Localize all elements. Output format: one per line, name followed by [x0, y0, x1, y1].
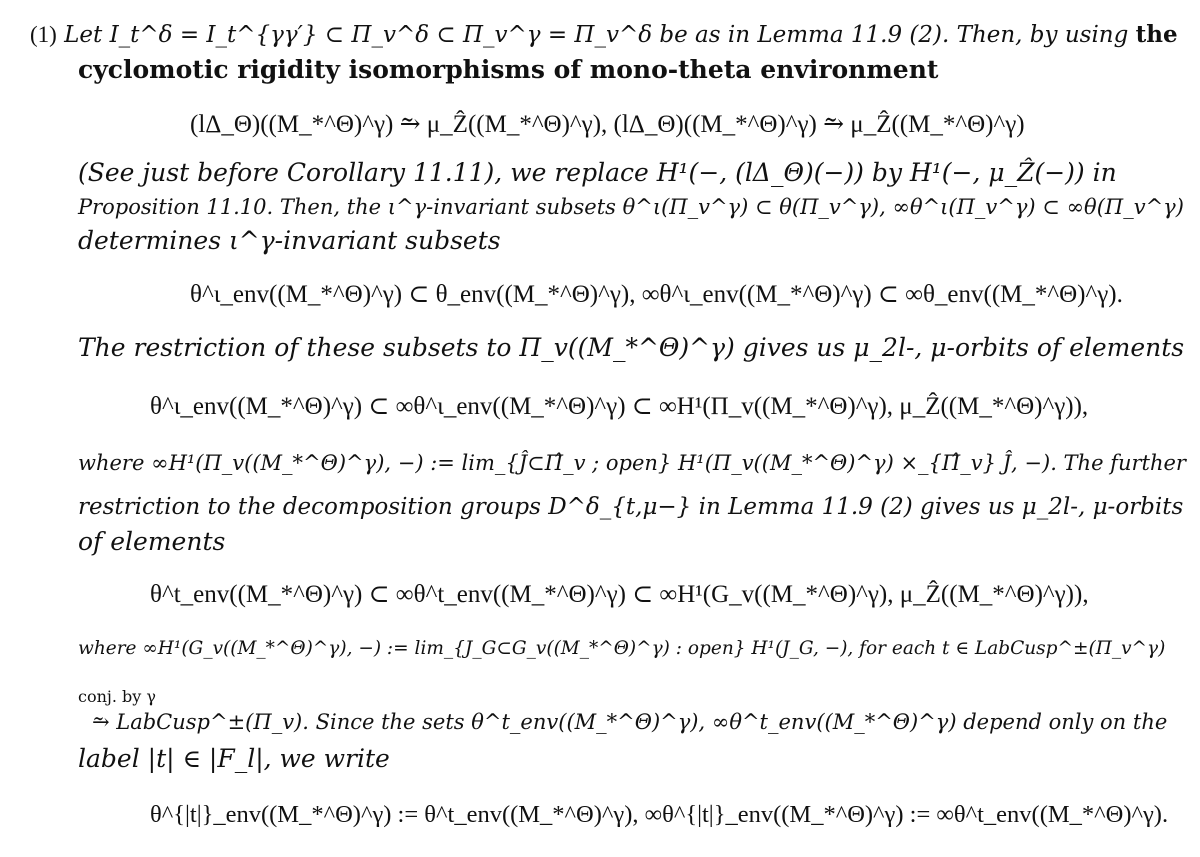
text-line: determines ι^γ-invariant subsets: [78, 226, 501, 255]
text-line: The restriction of these subsets to Π_v((M_*^Θ)^γ) gives us μ_2l-, μ-orbits of elements: [78, 333, 1185, 362]
text-line: restriction to the decomposition groups D^δ_{t,μ−} in Lemma 11.9 (2) gives us μ_2l-, μ-orbits: [78, 494, 1184, 520]
text-line: where ∞H¹(G_v((M_*^Θ)^γ), −) := lim_{J_G⊂G_v((M_*^Θ)^γ) : open} H¹(J_G, −), for each t ∈ LabCusp^±(Π_v^γ): [78, 638, 1166, 659]
item-number: (1): [30, 22, 57, 47]
text-line: (See just before Corollary 11.11), we replace H¹(−, (lΔ_Θ)(−)) by H¹(−, μ_Ẑ(−)) in: [78, 158, 1117, 187]
equation-5: θ^{|t|}_env((M_*^Θ)^γ) := θ^t_env((M_*^Θ)^γ), ∞θ^{|t|}_env((M_*^Θ)^γ) := ∞θ^t_env((M_*^Θ)^γ).: [150, 801, 1169, 828]
equation-3: θ^ι_env((M_*^Θ)^γ) ⊂ ∞θ^ι_env((M_*^Θ)^γ) ⊂ ∞H¹(Π_v((M_*^Θ)^γ), μ_Ẑ((M_*^Θ)^γ)),: [150, 393, 1089, 420]
bold-phrase: cyclomotic rigidity isomorphisms of mono-theta environment: [78, 55, 939, 84]
text-line: ⥲ LabCusp^±(Π_v). Since the sets θ^t_env((M_*^Θ)^γ), ∞θ^t_env((M_*^Θ)^γ) depend only on the: [92, 710, 1168, 734]
item-1-text: Let I_t^δ = I_t^{γγ′} ⊂ Π_v^δ ⊂ Π_v^γ = Π_v^δ be as in Lemma 11.9 (2). Then, by using: [64, 22, 1129, 48]
text-line: label |t| ∈ |F_l|, we write: [78, 744, 390, 773]
equation-1: (lΔ_Θ)((M_*^Θ)^γ) ⥲ μ_Ẑ((M_*^Θ)^γ), (lΔ_Θ)((M_*^Θ)^γ) ⥲ μ_Ẑ((M_*^Θ)^γ): [190, 111, 1025, 138]
bold-the: the: [1135, 21, 1178, 48]
conj-by-gamma-label: conj. by γ: [78, 687, 156, 706]
text-line: where ∞H¹(Π_v((M_*^Θ)^γ), −) := lim_{Ĵ⊂Π̂_v ; open} H¹(Π_v((M_*^Θ)^γ) ×_{Π̂_v} Ĵ, −). The further: [78, 451, 1186, 475]
text-line: Proposition 11.10. Then, the ι^γ-invariant subsets θ^ι(Π_v^γ) ⊂ θ(Π_v^γ), ∞θ^ι(Π_v^γ) ⊂ ∞θ(Π_v^γ): [78, 195, 1184, 219]
equation-2: θ^ι_env((M_*^Θ)^γ) ⊂ θ_env((M_*^Θ)^γ), ∞θ^ι_env((M_*^Θ)^γ) ⊂ ∞θ_env((M_*^Θ)^γ).: [190, 281, 1123, 308]
text-line: of elements: [78, 527, 226, 556]
item-1-first-line: [30, 20, 1178, 50]
equation-4: θ^t_env((M_*^Θ)^γ) ⊂ ∞θ^t_env((M_*^Θ)^γ) ⊂ ∞H¹(G_v((M_*^Θ)^γ), μ_Ẑ((M_*^Θ)^γ)),: [150, 581, 1089, 608]
